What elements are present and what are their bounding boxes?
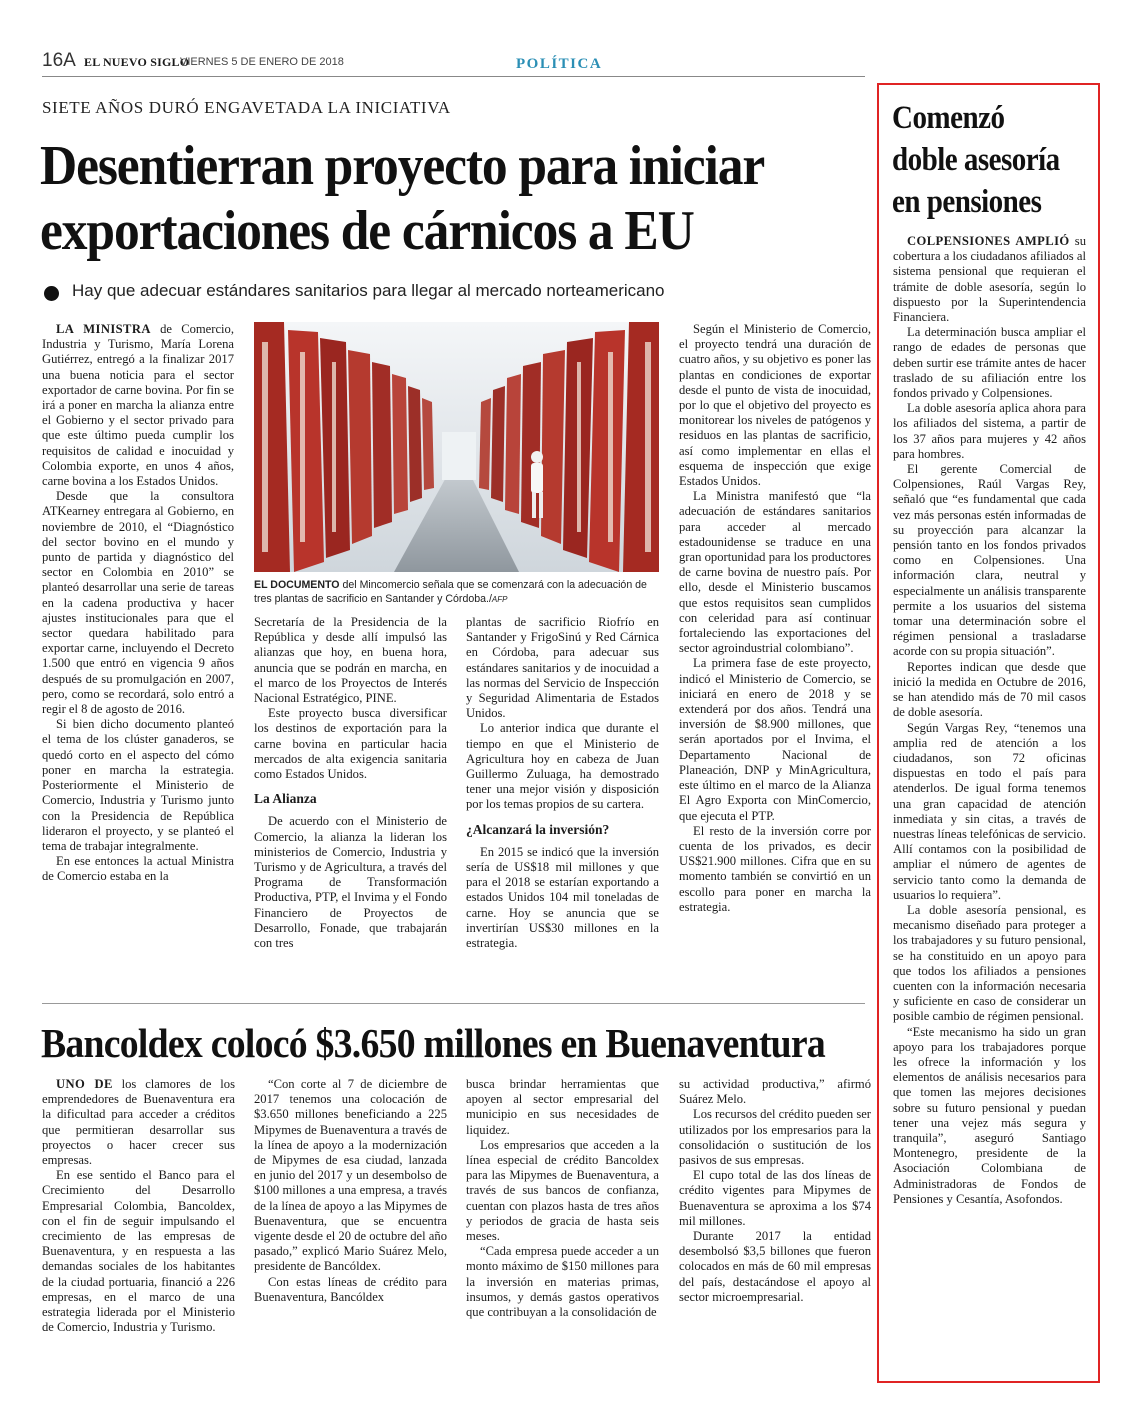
paragraph: Este proyecto busca diversificar los destinos de exportación para la carne bovina en particular hacia mercados de alta exigencia sanitaria como Estados Unidos. bbox=[254, 706, 447, 782]
article-divider bbox=[42, 1003, 865, 1004]
paragraph: En ese entonces la actual Ministra de Comercio estaba en la bbox=[42, 854, 234, 884]
paragraph: Si bien dicho documento planteó el tema de los clúster ganaderos, se quedó corto en el aspecto del cómo poner en marcha la estrategia. Posteriormente el Ministerio de Comercio, Industria y Turismo junto con la Presidencia de República lideraron el proyecto, y se planteó el tema de trabajar integralmente. bbox=[42, 717, 234, 853]
paragraph: plantas de sacrificio Riofrío en Santander y FrigoSinú y Red Cárnica en Córdoba, para adecuar sus estándares sanitarios y de inocuidad a las normas del Servicio de Inspección y Seguridad Alimentaria de Estados Unidos. bbox=[466, 615, 659, 721]
paragraph bbox=[42, 322, 234, 489]
paragraph: En 2015 se indicó que la inversión sería de US$18 mil millones y que para el 2018 se estarían exportando a estados Unidos 104 mil toneladas de carne. Hoy se anuncia que se invertirían US$30 millones en la estrategia. bbox=[466, 844, 659, 951]
paragraph: La doble asesoría aplica ahora para los afiliados del sistema, a partir de los 37 años para mujeres y 42 años para hombres. bbox=[893, 401, 1086, 461]
subheading: ¿Alcanzará la inversión? bbox=[466, 821, 610, 837]
paragraph: Reportes indican que desde que inició la medida en Octubre de 2016, se han atendido más de 70 mil casos de doble asesoría. bbox=[893, 659, 1086, 720]
second-article-column-4 bbox=[679, 1077, 871, 1357]
article-photo bbox=[254, 322, 659, 572]
lead-in: LA MINISTRA bbox=[56, 322, 151, 336]
lead-in: UNO DE bbox=[56, 1077, 113, 1091]
paragraph: La Ministra manifestó que “la adecuación de estándares sanitarios para acceder al mercado estadounidense se traduce en una gran oportunidad para los productores de carne bovina de nuestro país. Por ello, desde el Ministerio buscamos que estos requisitos sean cumplidos con celeridad para así continuar fortaleciendo las exportaciones del sector agroindustrial colombiano”. bbox=[679, 489, 871, 656]
second-article-column-2 bbox=[254, 1077, 447, 1357]
bullet-icon bbox=[44, 286, 59, 301]
caption-lead: EL DOCUMENTO bbox=[254, 579, 340, 591]
second-article-headline: Bancoldex colocó $3.650 millones en Buenaventura bbox=[41, 1020, 826, 1066]
header-divider bbox=[42, 76, 865, 77]
paragraph: Lo anterior indica que durante el tiempo en que el Ministerio de Agricultura hoy en cabeza de Juan Guillermo Zuluaga, ha demostrado tener una mejor visión y disposición por los temas propios de su cartera. bbox=[466, 721, 659, 812]
sidebar-column bbox=[893, 234, 1086, 1374]
sidebar-headline: Comenzó doble asesoría en pensiones bbox=[892, 100, 1060, 220]
article-column-2 bbox=[254, 615, 447, 990]
section-label: POLÍTICA bbox=[516, 56, 603, 72]
article-kicker: SIETE AÑOS DURÓ ENGAVETADA LA INICIATIVA bbox=[42, 98, 451, 117]
paragraph: “Este mecanismo ha sido un gran apoyo para los trabajadores porque les ofrece la información y los elementos de análisis necesarios para que tomen las mejores decisiones sobre su futuro pensional y puedan tener una vejez más segura y tranquila”, aseguró Santiago Montenegro, presidente de la Asociación Colombiana de Administradoras de Fondos de Pensiones y Cesantía, Asofondos. bbox=[893, 1024, 1086, 1206]
subheading: La Alianza bbox=[254, 791, 317, 807]
meat-warehouse-image bbox=[254, 322, 659, 572]
paragraph: En ese sentido el Banco para el Crecimiento del Desarrollo Empresarial Colombia, Bancoldex, con el fin de seguir impulsando el crecimiento de las empresas de Buenaventura, y en respuesta a las demandas sociales de los habitantes de la ciudad portuaria, financió a 226 empresas, en el marco de una estrategia liderada por el Ministerio de Comercio, Industria y Turismo. bbox=[42, 1168, 235, 1335]
paragraph: busca brindar herramientas que apoyen al sector empresarial del municipio en sus necesidades de liquidez. bbox=[466, 1077, 659, 1137]
paragraph bbox=[893, 234, 1086, 325]
paragraph bbox=[42, 1077, 235, 1168]
paragraph-text: su cobertura a los ciudadanos afiliados al sistema pensional que requieran el trámite de doble asesoría, según lo dispuesto por la Superintendencia Financiera. bbox=[893, 234, 1086, 325]
article-headline: Desentierran proyecto para iniciar exportaciones de cárnicos a EU bbox=[40, 135, 764, 262]
article-column-3 bbox=[466, 615, 659, 990]
paragraph: El gerente Comercial de Colpensiones, Raúl Vargas Rey, señaló que “es fundamental que cada vez más personas estén informadas de su proyección para alcanzar la pensión tanto en los fondos privados como en Colpensiones. Una información clara, neutral y especialmente un análisis transparente permite a los usuarios del sistema tomar una determinación sobre el régimen pensional a trasladarse acorde con su propia situación”. bbox=[893, 462, 1086, 659]
photo-credit: AFP bbox=[491, 595, 508, 604]
paragraph: La determinación busca ampliar el rango de edades de personas que deben surtir ese trámite antes de hacer traslado de su afiliación entre los fondos privado y Colpensiones. bbox=[893, 325, 1086, 401]
paragraph: Durante 2017 la entidad desembolsó $3,5 billones que fueron colocados en más de 60 mil empresas del país, destacándose el apoyo al sector microempresarial. bbox=[679, 1229, 871, 1304]
caption-text: del Mincomercio señala que se comenzará con la adecuación de tres plantas de sacrificio en Santander y Córdoba./ bbox=[254, 579, 647, 605]
paragraph: La doble asesoría pensional, es mecanismo diseñado para proteger a los trabajadores y su futuro pensional, se ha constituido en un apoyo para que todos los afiliados a pensiones cuenten con la información necesaria y suficiente en caso de considerar un posible cambio de régimen pensional. bbox=[893, 902, 1086, 1024]
second-article-column-3 bbox=[466, 1077, 659, 1357]
paragraph: La primera fase de este proyecto, indicó el Ministerio de Comercio, se iniciará en enero de 2018 y se extenderá por dos años. Tendrá una inversión de $8.900 millones, que serán aportados por el Invima, el Departamento Nacional de Planeación, DNP y MinAgricultura, este último en el marco de la Alianza El Agro Exporta con MinComercio, que ejecuta el PTP. bbox=[679, 656, 871, 823]
paragraph: “Con corte al 7 de diciembre de 2017 tenemos una colocación de $3.650 millones beneficiando a 225 Mipymes de Buenaventura a través de la línea de apoyo a la modernización de Mipymes de esa ciudad, lanzada en junio del 2017 y un desembolso de $100 millones a una empresa, a través de la línea de apoyo a las Mipymes de Buenaventura, que se encuentra vigente desde el 20 de octubre del año pasado,” explicó Mario Suárez Melo, presidente de Bancóldex. bbox=[254, 1077, 447, 1274]
paragraph: Desde que la consultora ATKearney entregara al Gobierno, en noviembre de 2010, el “Diagnóstico del sector bovino en el mundo y punto de partida y diagnóstico del sector en Colombia en 2010” se planteó desarrollar una serie de tareas en la cadena productiva y hacer ajustes institucionales para que el sector quedara habilitado para exportar carne, incluyendo el Decreto 1.500 que entró en vigencia 9 años después de su promulgación en 2007, pero, como se recordará, solo entró a regir el 8 de agosto de 2016. bbox=[42, 489, 234, 717]
paragraph: Los recursos del crédito pueden ser utilizados por los empresarios para la consolidación o sustitución de los pasivos de sus empresas. bbox=[679, 1107, 871, 1168]
article-column-1 bbox=[42, 322, 234, 990]
paragraph: su actividad productiva,” afirmó Suárez Melo. bbox=[679, 1077, 871, 1107]
article-column-4 bbox=[679, 322, 871, 990]
page-number: 16A bbox=[42, 50, 76, 71]
paragraph: El cupo total de las dos líneas de crédito vigentes para Mipymes de Buenaventura se aproxima a los $74 mil millones. bbox=[679, 1168, 871, 1228]
paragraph: Según Vargas Rey, “tenemos una amplia red de atención a los ciudadanos, son 72 oficinas dispuestas en todo el país para atenderlos. De igual forma tenemos una gran capacidad de atención inmediata y sin citas, a través de nuestras líneas telefónicas de servicio. Allí contamos con la posibilidad de ampliar el número de agentes de servicio tanto como la demanda de usuarios lo requiera”. bbox=[893, 720, 1086, 902]
article-subheadline: Hay que adecuar estándares sanitarios para llegar al mercado norteamericano bbox=[72, 281, 665, 300]
paragraph: De acuerdo con el Ministerio de Comercio, la alianza la lideran los ministerios de Comercio, Industria y Turismo y de Agricultura, a través del Programa de Transformación Productiva, PTP, el Invima y el Fondo Financiero de Proyectos de Desarrollo, Fonade, que trabajarán con tres bbox=[254, 814, 447, 951]
issue-date: VIERNES 5 DE ENERO DE 2018 bbox=[180, 56, 344, 68]
newspaper-name: EL NUEVO SIGLO bbox=[84, 55, 190, 69]
photo-caption bbox=[254, 578, 659, 607]
paragraph: Según el Ministerio de Comercio, el proyecto tendrá una duración de cuatro años, y su objetivo es poner las plantas en condiciones de exportar desde el punto de vista de inocuidad, por lo que el objetivo del proyecto es monitorear los niveles de patógenos y residuos en las plantas de sacrificio, así como implementar en ellas el esquema de inspección que exige Estados Unidos. bbox=[679, 322, 871, 489]
paragraph: Secretaría de la Presidencia de la República y desde allí impulsó las alianzas que hoy, en buena hora, anuncia que se podrán en marcha, en el marco de los Proyectos de Interés Nacional Estratégico, PINE. bbox=[254, 615, 447, 706]
lead-in: COLPENSIONES AMPLIÓ bbox=[907, 234, 1070, 248]
paragraph-text: de Comercio, Industria y Turismo, María Lorena Gutiérrez, entregó a la finalizar 2017 una buena noticia para el sector exportador de carne bovina. Por fin se irá a poner en marcha la alianza entre el Gobierno y el sector privado para que este último pueda cumplir los requisitos de calidad e inocuidad y Colombia exporte, en unos 4 años, carne bovina a los Estados Unidos. bbox=[42, 322, 234, 489]
paragraph: Los empresarios que acceden a la línea especial de crédito Bancoldex para las Mipymes de Buenaventura, a través de sus bancos de confianza, cuentan con plazos hasta de tres años y periodos de gracia de hasta seis meses. bbox=[466, 1137, 659, 1244]
paragraph: Con estas líneas de crédito para Buenaventura, Bancóldex bbox=[254, 1274, 447, 1304]
paragraph: “Cada empresa puede acceder a un monto máximo de $150 millones para la inversión en materias primas, insumos, y demás gastos operativos que contribuyan a la consolidación de bbox=[466, 1244, 659, 1320]
second-article-column-1 bbox=[42, 1077, 235, 1357]
paragraph: El resto de la inversión corre por cuenta de los privados, es decir US$21.900 millones. Cifra que en su momento también se convirtió en un escollo para poner en marcha la estrategia. bbox=[679, 823, 871, 914]
paragraph-text: los clamores de los emprendedores de Buenaventura era la dificultad para acceder a créditos que permitieran desarrollar sus proyectos o hacer crecer sus empresas. bbox=[42, 1077, 235, 1168]
